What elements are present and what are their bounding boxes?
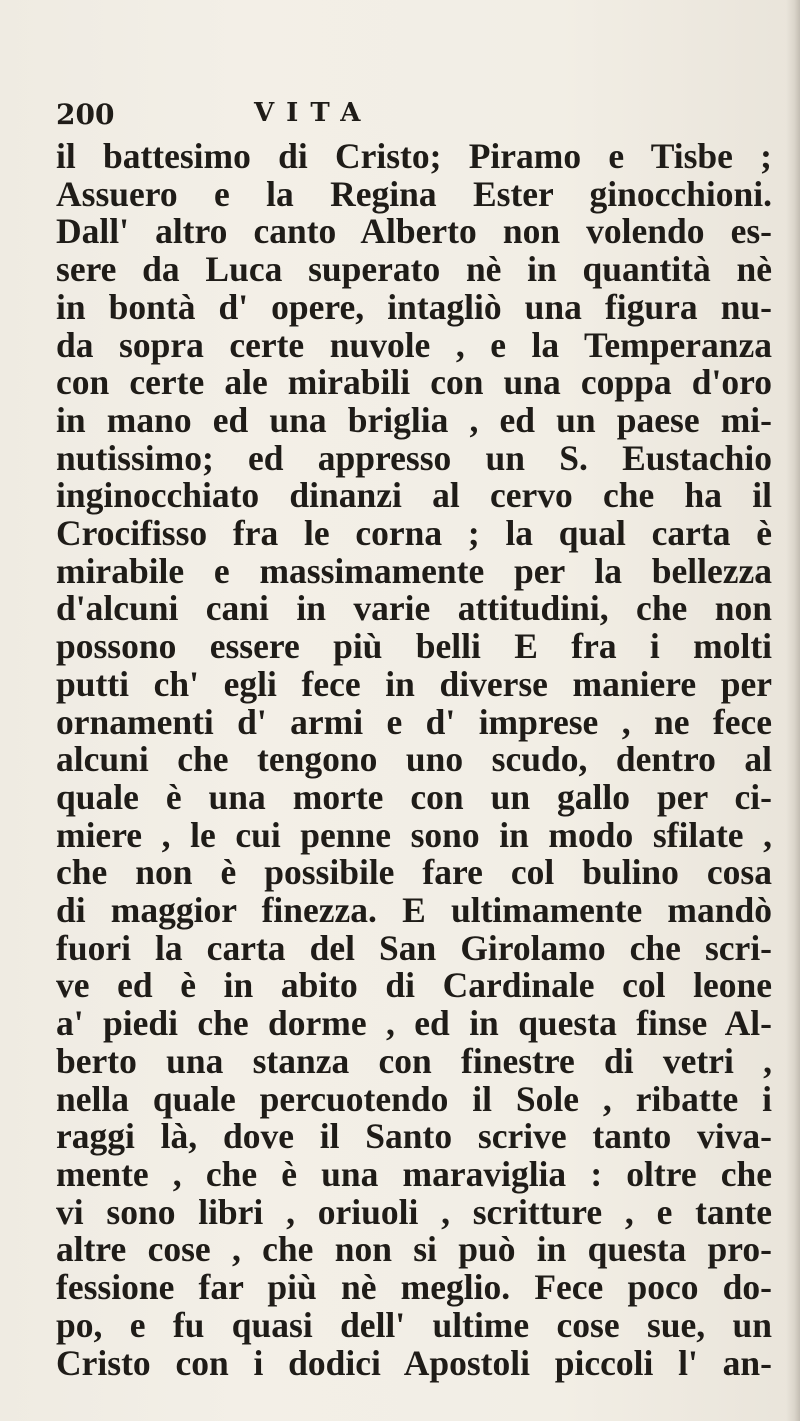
text-line: sere da Luca superato nè in quantità nè bbox=[56, 249, 772, 290]
text-line: alcuni che tengono uno scudo, dentro al bbox=[56, 739, 772, 780]
text-line: fessione far più nè meglio. Fece poco do- bbox=[56, 1267, 772, 1308]
text-line: berto una stanza con finestre di vetri , bbox=[56, 1040, 772, 1081]
text-line: Dall' altro canto Alberto non volendo es- bbox=[56, 211, 772, 252]
text-line: quale è una morte con un gallo per ci- bbox=[56, 776, 772, 817]
text-line: mente , che è una maraviglia : oltre che bbox=[56, 1153, 772, 1194]
text-line: inginocchiato dinanzi al cervo che ha il bbox=[56, 475, 772, 516]
text-line: Crocifisso fra le corna ; la qual carta è bbox=[56, 513, 772, 554]
page-edge-shadow bbox=[786, 0, 800, 1421]
text-line: altre cose , che non si può in questa pro- bbox=[56, 1229, 772, 1270]
page-number: 200 bbox=[56, 98, 115, 131]
page-header bbox=[56, 98, 656, 138]
text-line: con certe ale mirabili con una coppa d'oro bbox=[56, 362, 772, 403]
text-line: Assuero e la Regina Ester ginocchioni. bbox=[56, 173, 772, 214]
text-line: miere , le cui penne sono in modo sfilate , bbox=[56, 814, 772, 855]
text-line: mirabile e massimamente per la bellezza bbox=[56, 550, 772, 591]
text-line: ornamenti d' armi e d' imprese , ne fece bbox=[56, 701, 772, 742]
text-line: raggi là, dove il Santo scrive tanto viva- bbox=[56, 1116, 772, 1157]
text-line: in mano ed una briglia , ed un paese mi- bbox=[56, 399, 772, 440]
text-line: a' piedi che dorme , ed in questa finse Al- bbox=[56, 1003, 772, 1044]
text-line: da sopra certe nuvole , e la Temperanza bbox=[56, 324, 772, 365]
text-line: nella quale percuotendo il Sole , ribatte i bbox=[56, 1078, 772, 1119]
body-text bbox=[56, 138, 772, 1382]
text-line: in bontà d' opere, intagliò una figura nu- bbox=[56, 286, 772, 327]
text-line: il battesimo di Cristo; Piramo e Tisbe ; bbox=[56, 136, 772, 176]
text-line: d'alcuni cani in varie attitudini, che non bbox=[56, 588, 772, 629]
text-line: che non è possibile fare col bulino cosa bbox=[56, 852, 772, 893]
text-line: putti ch' egli fece in diverse maniere per bbox=[56, 663, 772, 704]
text-line: Cristo con i dodici Apostoli piccoli l' an- bbox=[56, 1342, 772, 1383]
text-line: nutissimo; ed appresso un S. Eustachio bbox=[56, 437, 772, 478]
text-line: po, e fu quasi dell' ultime cose sue, un bbox=[56, 1304, 772, 1345]
running-title: VITA bbox=[254, 98, 373, 128]
text-line: vi sono libri , oriuoli , scritture , e tante bbox=[56, 1191, 772, 1232]
text-line: ve ed è in abito di Cardinale col leone bbox=[56, 965, 772, 1006]
text-line: di maggior finezza. E ultimamente mandò bbox=[56, 890, 772, 931]
text-line: fuori la carta del San Girolamo che scri- bbox=[56, 927, 772, 968]
text-line: possono essere più belli E fra i molti bbox=[56, 626, 772, 667]
